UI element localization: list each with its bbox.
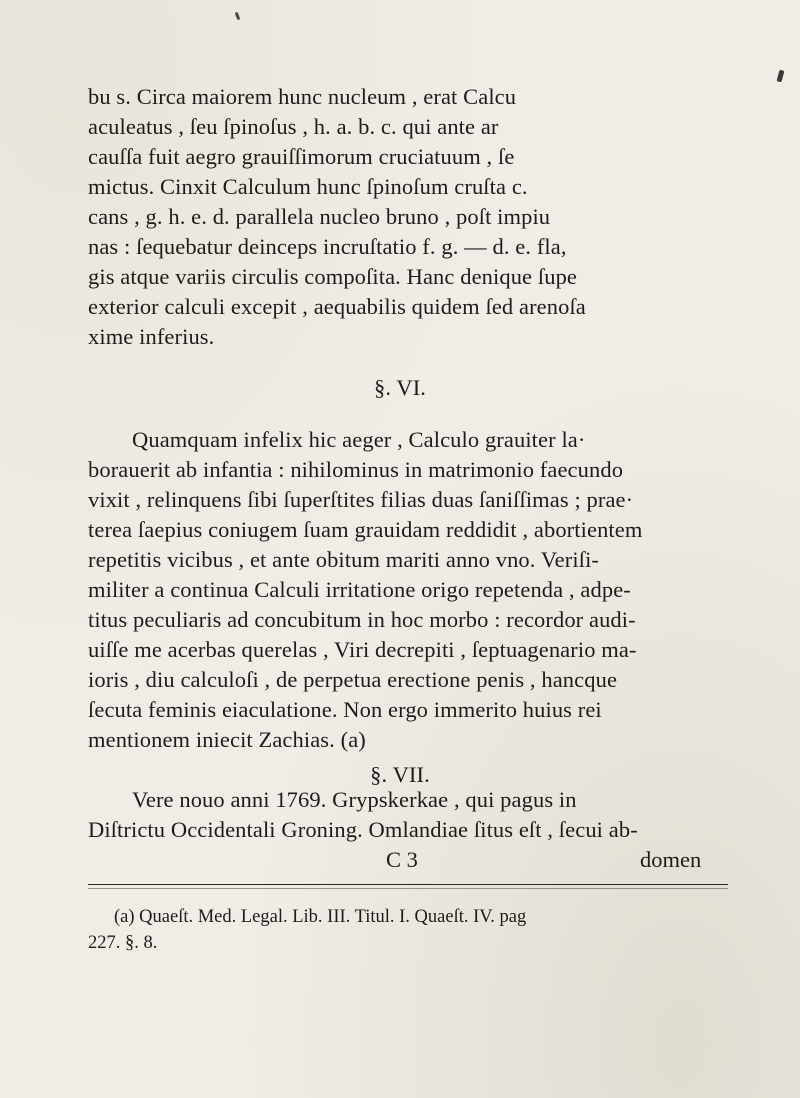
text-line: nas : ſequebatur deinceps incruſtatio f. g. — d. e. fla,	[88, 234, 567, 259]
text-line: repetitis vicibus , et ante obitum mariti anno vno. Veriſi-	[88, 547, 600, 572]
text-line: bu s. Circa maiorem hunc nucleum , erat Calcu	[88, 84, 517, 109]
text-line: gis atque variis circulis compoſita. Hanc denique ſupe	[88, 264, 578, 289]
ink-speck	[777, 70, 785, 83]
section-heading: §. VII.	[370, 762, 430, 787]
text-line: Vere nouo anni 1769. Grypskerkae , qui pagus in	[132, 787, 577, 812]
text-line: xime inferius.	[88, 324, 215, 349]
text-line: cauſſa fuit aegro grauiſſimorum cruciatuum , ſe	[88, 144, 515, 169]
text-line: exterior calculi excepit , aequabilis quidem ſed arenoſa	[88, 294, 586, 319]
footnote-rule	[88, 884, 728, 885]
signature-mark: C 3	[386, 847, 418, 872]
text-line: borauerit ab infantia : nihilominus in matrimonio faecundo	[88, 457, 624, 482]
text-line: Quamquam infelix hic aeger , Calculo grauiter la·	[132, 427, 586, 452]
text-line: vixit , relinquens ſibi ſuperſtites filias duas ſaniſſimas ; prae·	[88, 487, 634, 512]
footnote-line: 227. §. 8.	[88, 933, 158, 953]
text-line: titus peculiaris ad concubitum in hoc morbo : recordor audi-	[88, 607, 636, 632]
section-heading: §. VI.	[373, 375, 427, 400]
ink-speck	[235, 12, 241, 21]
text-line: mictus. Cinxit Calculum hunc ſpinoſum cruſta c.	[88, 174, 528, 199]
catchword: domen	[640, 847, 702, 872]
footnote-rule-secondary	[88, 888, 728, 889]
text-line: cans , g. h. e. d. parallela nucleo bruno , poſt impiu	[88, 204, 551, 229]
text-line: Diſtrictu Occidentali Groning. Omlandiae ſitus eſt , ſecui ab-	[88, 817, 638, 842]
text-line: mentionem iniecit Zachias. (a)	[88, 727, 366, 752]
text-line: terea ſaepius coniugem ſuam grauidam reddidit , abortientem	[88, 517, 643, 542]
text-line: militer a continua Calculi irritatione origo repetenda , adpe-	[88, 577, 631, 602]
text-line: uiſſe me acerbas querelas , Viri decrepiti , ſeptuagenario ma-	[88, 637, 637, 662]
text-line: ſecuta feminis eiaculatione. Non ergo immerito huius rei	[88, 697, 602, 722]
text-line: aculeatus , ſeu ſpinoſus , h. a. b. c. qui ante ar	[88, 114, 499, 139]
text-line: ioris , diu calculoſi , de perpetua erectione penis , hancque	[88, 667, 618, 692]
footnote-line: (a) Quaeſt. Med. Legal. Lib. III. Titul. I. Quaeſt. IV. pag	[114, 907, 527, 927]
